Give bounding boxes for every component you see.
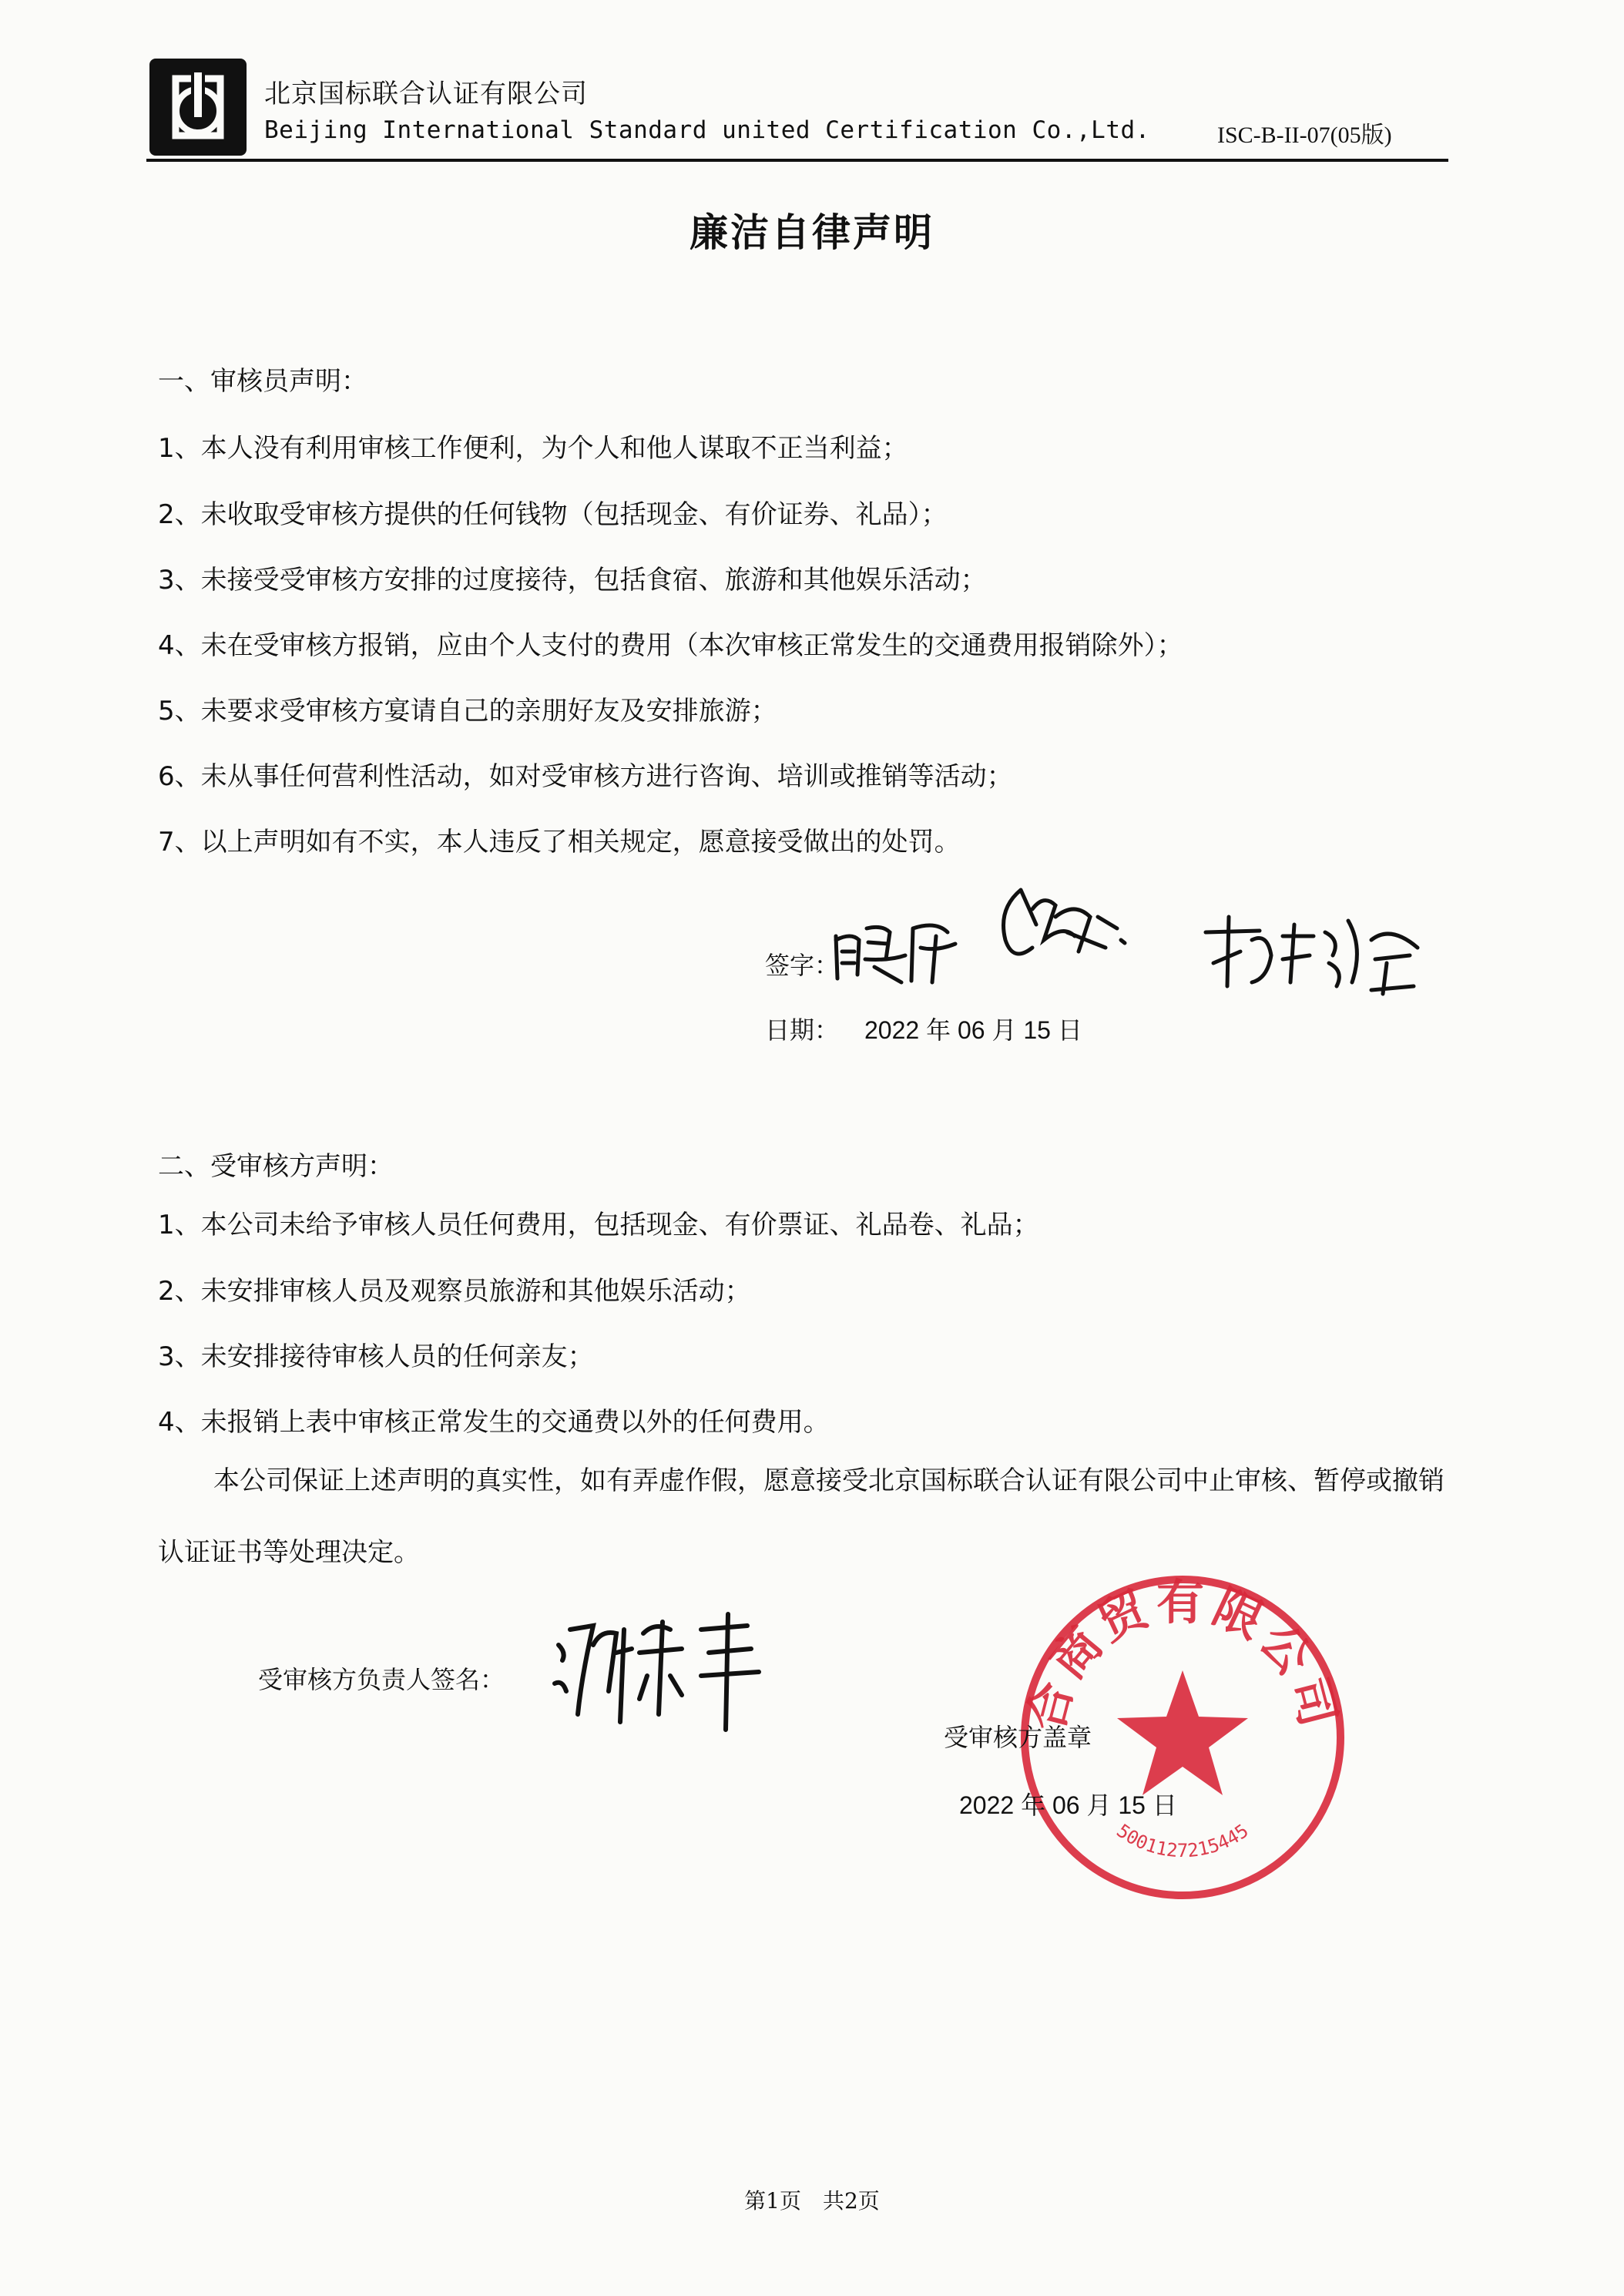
auditor-date-label: 日期： [765,1015,840,1045]
auditor-item-5: 5、未要求受审核方宴请自己的亲朋好友及安排旅游； [158,696,777,727]
page-number: 第1页 共2页 [744,2188,880,2214]
auditee-item-1: 1、本公司未给予审核人员任何费用，包括现金、有价票证、礼品卷、礼品； [158,1210,1039,1240]
company-logo-icon [146,55,250,159]
svg-text:5001127215445 [1112,1820,1252,1861]
company-name-en: Beijing International Standard united Certification Co.,Ltd. [264,116,1150,144]
auditor-item-7: 7、以上声明如有不实，本人违反了相关规定，愿意接受做出的处罚。 [158,827,961,858]
guarantee-paragraph: 本公司保证上述声明的真实性，如有弄虚作假，愿意接受北京国标联合认证有限公司中止审核、暂停或撤销认证证书等处理决定。 [158,1465,1444,1568]
seal-text: 合商贸有限公司 [1017,1573,1348,1737]
auditee-date: 2022 年 06 月 15 日 [959,1791,1177,1819]
auditee-item-2: 2、未安排审核人员及观察员旅游和其他娱乐活动； [158,1276,751,1307]
auditor-item-1: 1、本人没有利用审核工作便利，为个人和他人谋取不正当利益； [158,433,908,464]
auditee-item-4: 4、未报销上表中审核正常发生的交通费以外的任何费用。 [158,1407,830,1438]
auditor-item-6: 6、未从事任何营利性活动，如对受审核方进行咨询、培训或推销等活动； [158,761,1013,792]
auditor-item-2: 2、未收取受审核方提供的任何钱物（包括现金、有价证券、礼品）； [158,499,948,530]
auditor-item-3: 3、未接受受审核方安排的过度接待，包括食宿、旅游和其他娱乐活动； [158,565,987,596]
auditee-item-3: 3、未安排接待审核人员的任何亲友； [158,1341,594,1372]
auditor-signature-3 [1198,909,1421,1002]
auditor-section-heading: 一、审核员声明： [158,366,367,397]
document-code: ISC-B-II-07(05版) [1217,123,1392,148]
auditor-date: 2022 年 06 月 15 日 [864,1016,1082,1044]
auditor-signature-2 [990,878,1136,978]
auditor-signature-1 [828,905,967,990]
responsible-signature [547,1599,786,1737]
seal-number: 5001127215445 [1112,1819,1253,1862]
page-title: 廉洁自律声明 [690,210,934,255]
auditor-sign-label: 签字： [765,951,840,980]
auditee-section-heading: 二、受审核方声明： [158,1151,394,1182]
seal-label: 受审核方盖章 [944,1723,1092,1752]
responsible-sign-label: 受审核方负责人签名： [258,1665,505,1694]
auditor-item-4: 4、未在受审核方报销，应由个人支付的费用（本次审核正常发生的交通费用报销除外）； [158,630,1183,661]
header-divider [146,159,1448,162]
company-name-cn: 北京国标联合认证有限公司 [264,79,588,109]
